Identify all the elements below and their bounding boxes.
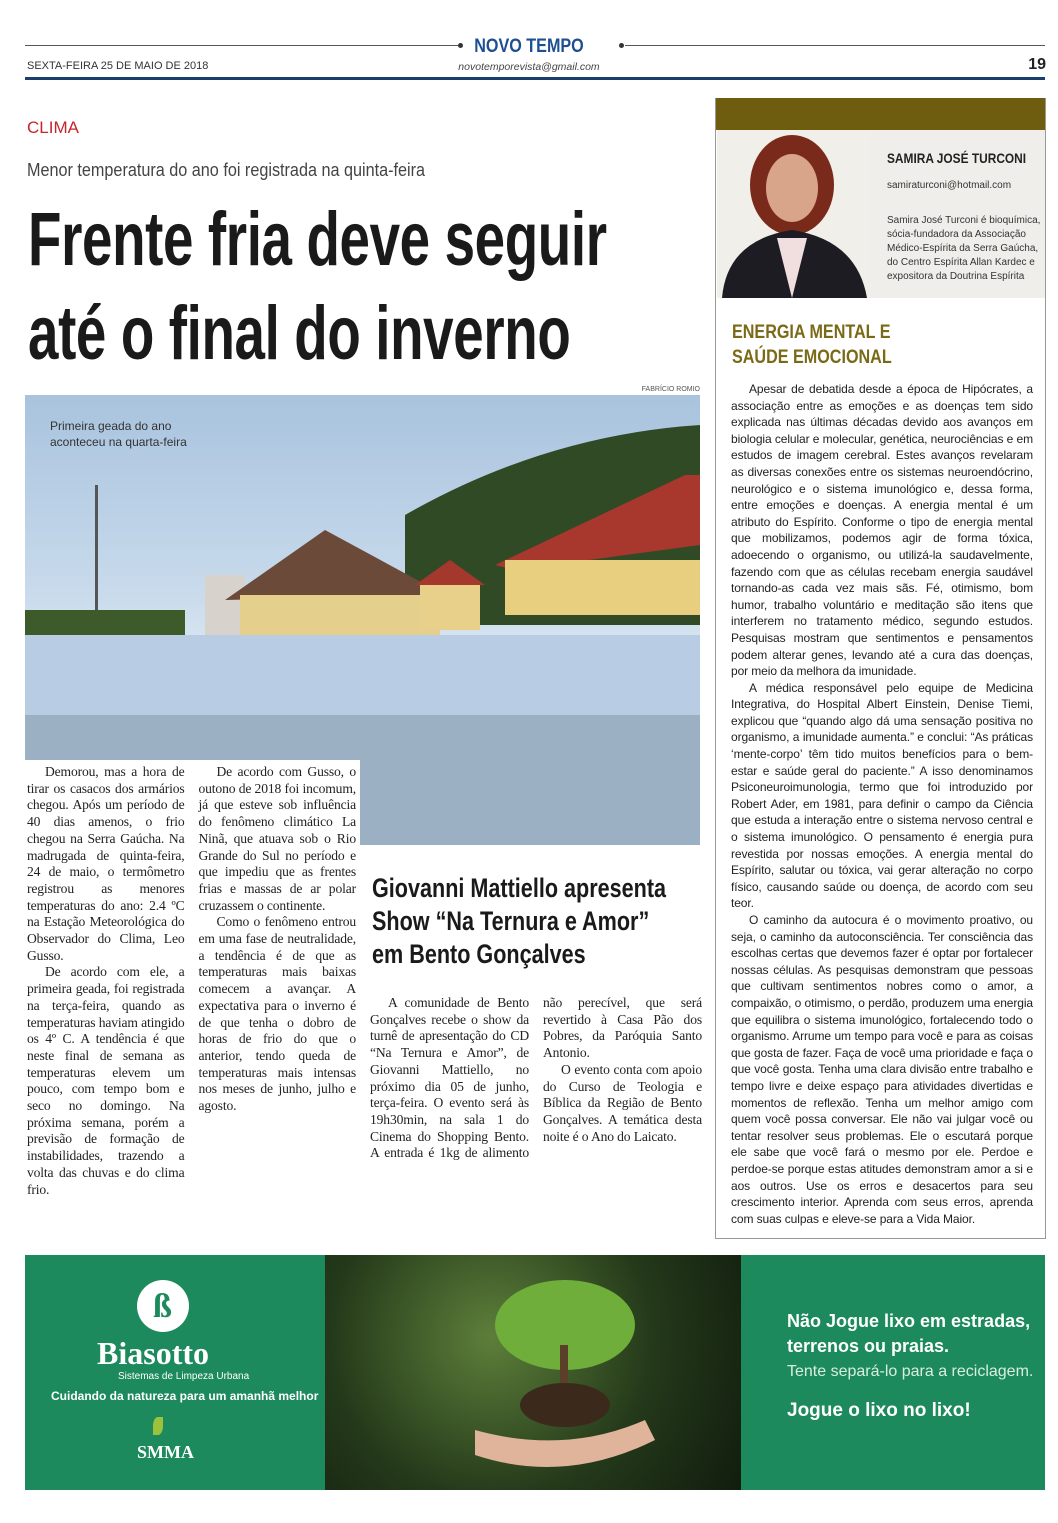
message-line: terrenos ou praias.	[787, 1336, 950, 1356]
ad-message	[787, 1309, 1030, 1359]
article-subtitle: Menor temperatura do ano foi registrada na quinta-feira	[27, 160, 426, 180]
caption-line: aconteceu na quarta-feira	[50, 435, 187, 449]
partner-logo: SMMA	[137, 1442, 194, 1462]
advertisement-banner[interactable]	[25, 1255, 1045, 1490]
author-email[interactable]: samiraturconi@hotmail.com	[887, 180, 1012, 191]
headline-line: em Bento Gonçalves	[372, 939, 586, 969]
ad-slogan: Cuidando da natureza para um amanhã melhor	[51, 1389, 319, 1403]
biasotto-logo-icon	[137, 1280, 189, 1332]
second-headline	[372, 872, 666, 971]
paragraph: Demorou, mas a hora de tirar os casacos dos armários chegou. Após um período de 40 dias amenos, o frio chegou na Serra Gaúcha. Na madrugada de quinta-feira, 24 de maio, o termômetro registrou as menores temperaturas do ano: 2.4 ºC na Estação Meteorológica do Observador do Clima, Leo Gusso.	[27, 764, 185, 963]
paragraph: De acordo com ele, a primeira geada, foi registrada na terça-feira, quando as temperaturas haviam atingido os 4º C. A tendência é que neste final de semana as temperaturas elevem um pouco, com tempo bom e seco no domingo. Na próxima semana, porém a previsão de formação de instabilidades, trazendo a volta das chuvas e do clima frio.	[27, 964, 185, 1197]
paragraph: Apesar de debatida desde a época de Hipócrates, a associação entre as emoções e as doenças tem sido explicada nas últimas décadas devido aos avanços em biologia celular e molecular, genética, neurociências e em estudos de imagem cerebral. Estes avanços revelaram as diversas conexões entre os sistemas neuroendócrino, neurológico e o sistema imunológico e, dessa forma, entre emoções e doenças. A energia mental é um atributo do Espírito. Conforme o tipo de energia mental que mobilizamos, podemos agir de forma tóxica, adoecendo o organismo, ou utilizá-la saudavelmente, fazendo com que as células recebam energia saudável tornando-as cada vez mais sãs. Fé, otimismo, bom humor, trabalho voluntário e meditação são itens que interferem no tratamento médico, segundo estudos. Pesquisas mostram que sentimentos e pensamentos podem alterar genes, levando até a cura das doenças, por meio da melhora da imunidade.	[731, 382, 1033, 679]
headline: Frente fria deve seguir	[28, 197, 607, 282]
title-line: ENERGIA MENTAL E	[732, 322, 891, 343]
paragraph: Como o fenômeno entrou em uma fase de neutralidade, a tendência é de que as temperaturas mais baixas comecem a avançar. A expectativa para o inverno é de que tenha o dobro de horas de frio do que o anterior, tendo queda de temperaturas mais intensas nos meses de junho, julho e agosto.	[198, 914, 356, 1114]
author-photo	[717, 130, 870, 298]
text-column	[199, 764, 357, 1198]
masthead: NOVO TEMPO	[474, 36, 584, 57]
section-label: CLIMA	[27, 118, 79, 137]
logo-glyph: ß	[153, 1288, 172, 1325]
issue-date: SEXTA-FEIRA 25 DE MAIO DE 2018	[27, 60, 209, 72]
paragraph: A comunidade de Bento Gonçalves recebe o show da turnê de apresentação do CD “Na Ternura e Amor”, de Giovanni Mattiello, no próximo dia 05 de junho, terça-feira. O evento será às 19h30min, na sala 1 do Cinema do Shopping Bento. A entrada é 1kg de alimento não perecível, que será revertido à Casa Pão dos Pobres, da Paróquia Santo Antonio.	[370, 995, 702, 1161]
author-bio: Samira José Turconi é bioquímica, sócia-fundadora da Associação Médico-Espírita da Serra Gaúcha, do Centro Espírita Allan Kardec e expositora da Doutrina Espírita	[887, 215, 1041, 282]
paragraph: O evento conta com apoio do Curso de Teologia e Bíblica da Região de Bento Gonçalves. A temática desta noite é o Ano do Laicato.	[543, 1061, 702, 1144]
headline-line: Giovanni Mattiello apresenta	[372, 873, 667, 903]
leaf-icon	[153, 1417, 163, 1435]
text-columns	[370, 995, 702, 1162]
photo-credit: FABRÍCIO ROMIO	[641, 386, 700, 393]
brand-tagline: Sistemas de Limpeza Urbana	[118, 1371, 250, 1382]
brand-name: Biasotto	[97, 1335, 209, 1371]
ad-subtext: Tente separá-lo para a reciclagem.	[787, 1363, 1034, 1380]
paragraph: De acordo com Gusso, o outono de 2018 foi incomum, já que esteve sob influência do fenômeno climático La Ninã, que atuava sob o Rio Grande do Sul no período e que impediu que as frentes frias e massas de ar polar cruzassem o continente.	[198, 764, 356, 913]
column-bar	[716, 98, 1045, 130]
message-line: Não Jogue lixo em estradas,	[787, 1311, 1031, 1331]
column-title	[732, 320, 892, 370]
headline-line: Show “Na Ternura e Amor”	[372, 906, 650, 936]
header-divider	[25, 77, 1045, 80]
second-article-body	[370, 995, 702, 1162]
photo-caption	[50, 418, 187, 450]
author-name: SAMIRA JOSÉ TURCONI	[887, 150, 1027, 166]
title-line: SAÚDE EMOCIONAL	[732, 347, 892, 368]
author-portrait-illustration	[717, 130, 870, 298]
page-number: 19	[1028, 56, 1046, 73]
tree-illustration	[325, 1255, 741, 1490]
ad-cta: Jogue o lixo no lixo!	[787, 1400, 971, 1421]
contact-email: novotemporevista@gmail.com	[458, 61, 600, 73]
paragraph: A médica responsável pelo equipe de Medicina Integrativa, do Hospital Albert Einstein, Denise Tiemi, explicou que “quando algo dá uma sensação positiva no organismo, a imunidade aumenta.” e conclui: “As práticas ‘mente-corpo’ têm tido muitos benefícios para o bem-estar e saúde geral do paciente.” A isso denominamos Psiconeuroimunologia, termo que foi introduzido por Robert Ader, em 1981, para definir o campo da Ciência que estuda a interação entre o sistema nervoso central e o sistema imunológico. O pensamento é energia pura revestida por nossas emoções. A energia mental do Espírito, salutar ou tóxica, vai gerar alteração no corpo físico, causando saúde ou doença, de acordo com seu teor.	[731, 680, 1033, 911]
column-body	[731, 381, 1033, 1227]
tree-in-hands-photo	[325, 1255, 741, 1490]
headline: até o final do inverno	[28, 291, 571, 376]
article-body	[25, 760, 360, 1202]
text-column	[27, 764, 185, 1198]
caption-line: Primeira geada do ano	[50, 419, 172, 433]
paragraph: O caminho da autocura é o movimento proativo, ou seja, o caminho da autoconsciência. Ter consciência das escolhas certas que devemos fazer é optar por fortalecer nossas células. As pesquisas demonstram que pessoas que cultivam sentimentos nobres como o amor, a compaixão, o otimismo, o perdão, produzem uma energia que equilibra o sistema imunológico, fortalecendo todo o organismo. Arrume um tempo para você e para as coisas que gosta de fazer. Faça de você uma prioridade e faça o que você gosta. Tenha uma clara divisão entre trabalho e tempo livre e deixe espaço para atividades divertidas e momentos de reflexão. Tenha um melhor amigo com quem você possa conversar. Ele não vai julgar você ou tentar resolver seus problemas. Ele o escutará porque ele sabe que você fará o mesmo por ele. Perdoe e perdoe-se porque estas atitudes demonstram amor a si e aos outros. Use os erros e desacertos para seu crescimento interior. Aprenda com seus erros, aprenda com suas culpas e eleve-se para a Vida Maior.	[731, 913, 1033, 1226]
